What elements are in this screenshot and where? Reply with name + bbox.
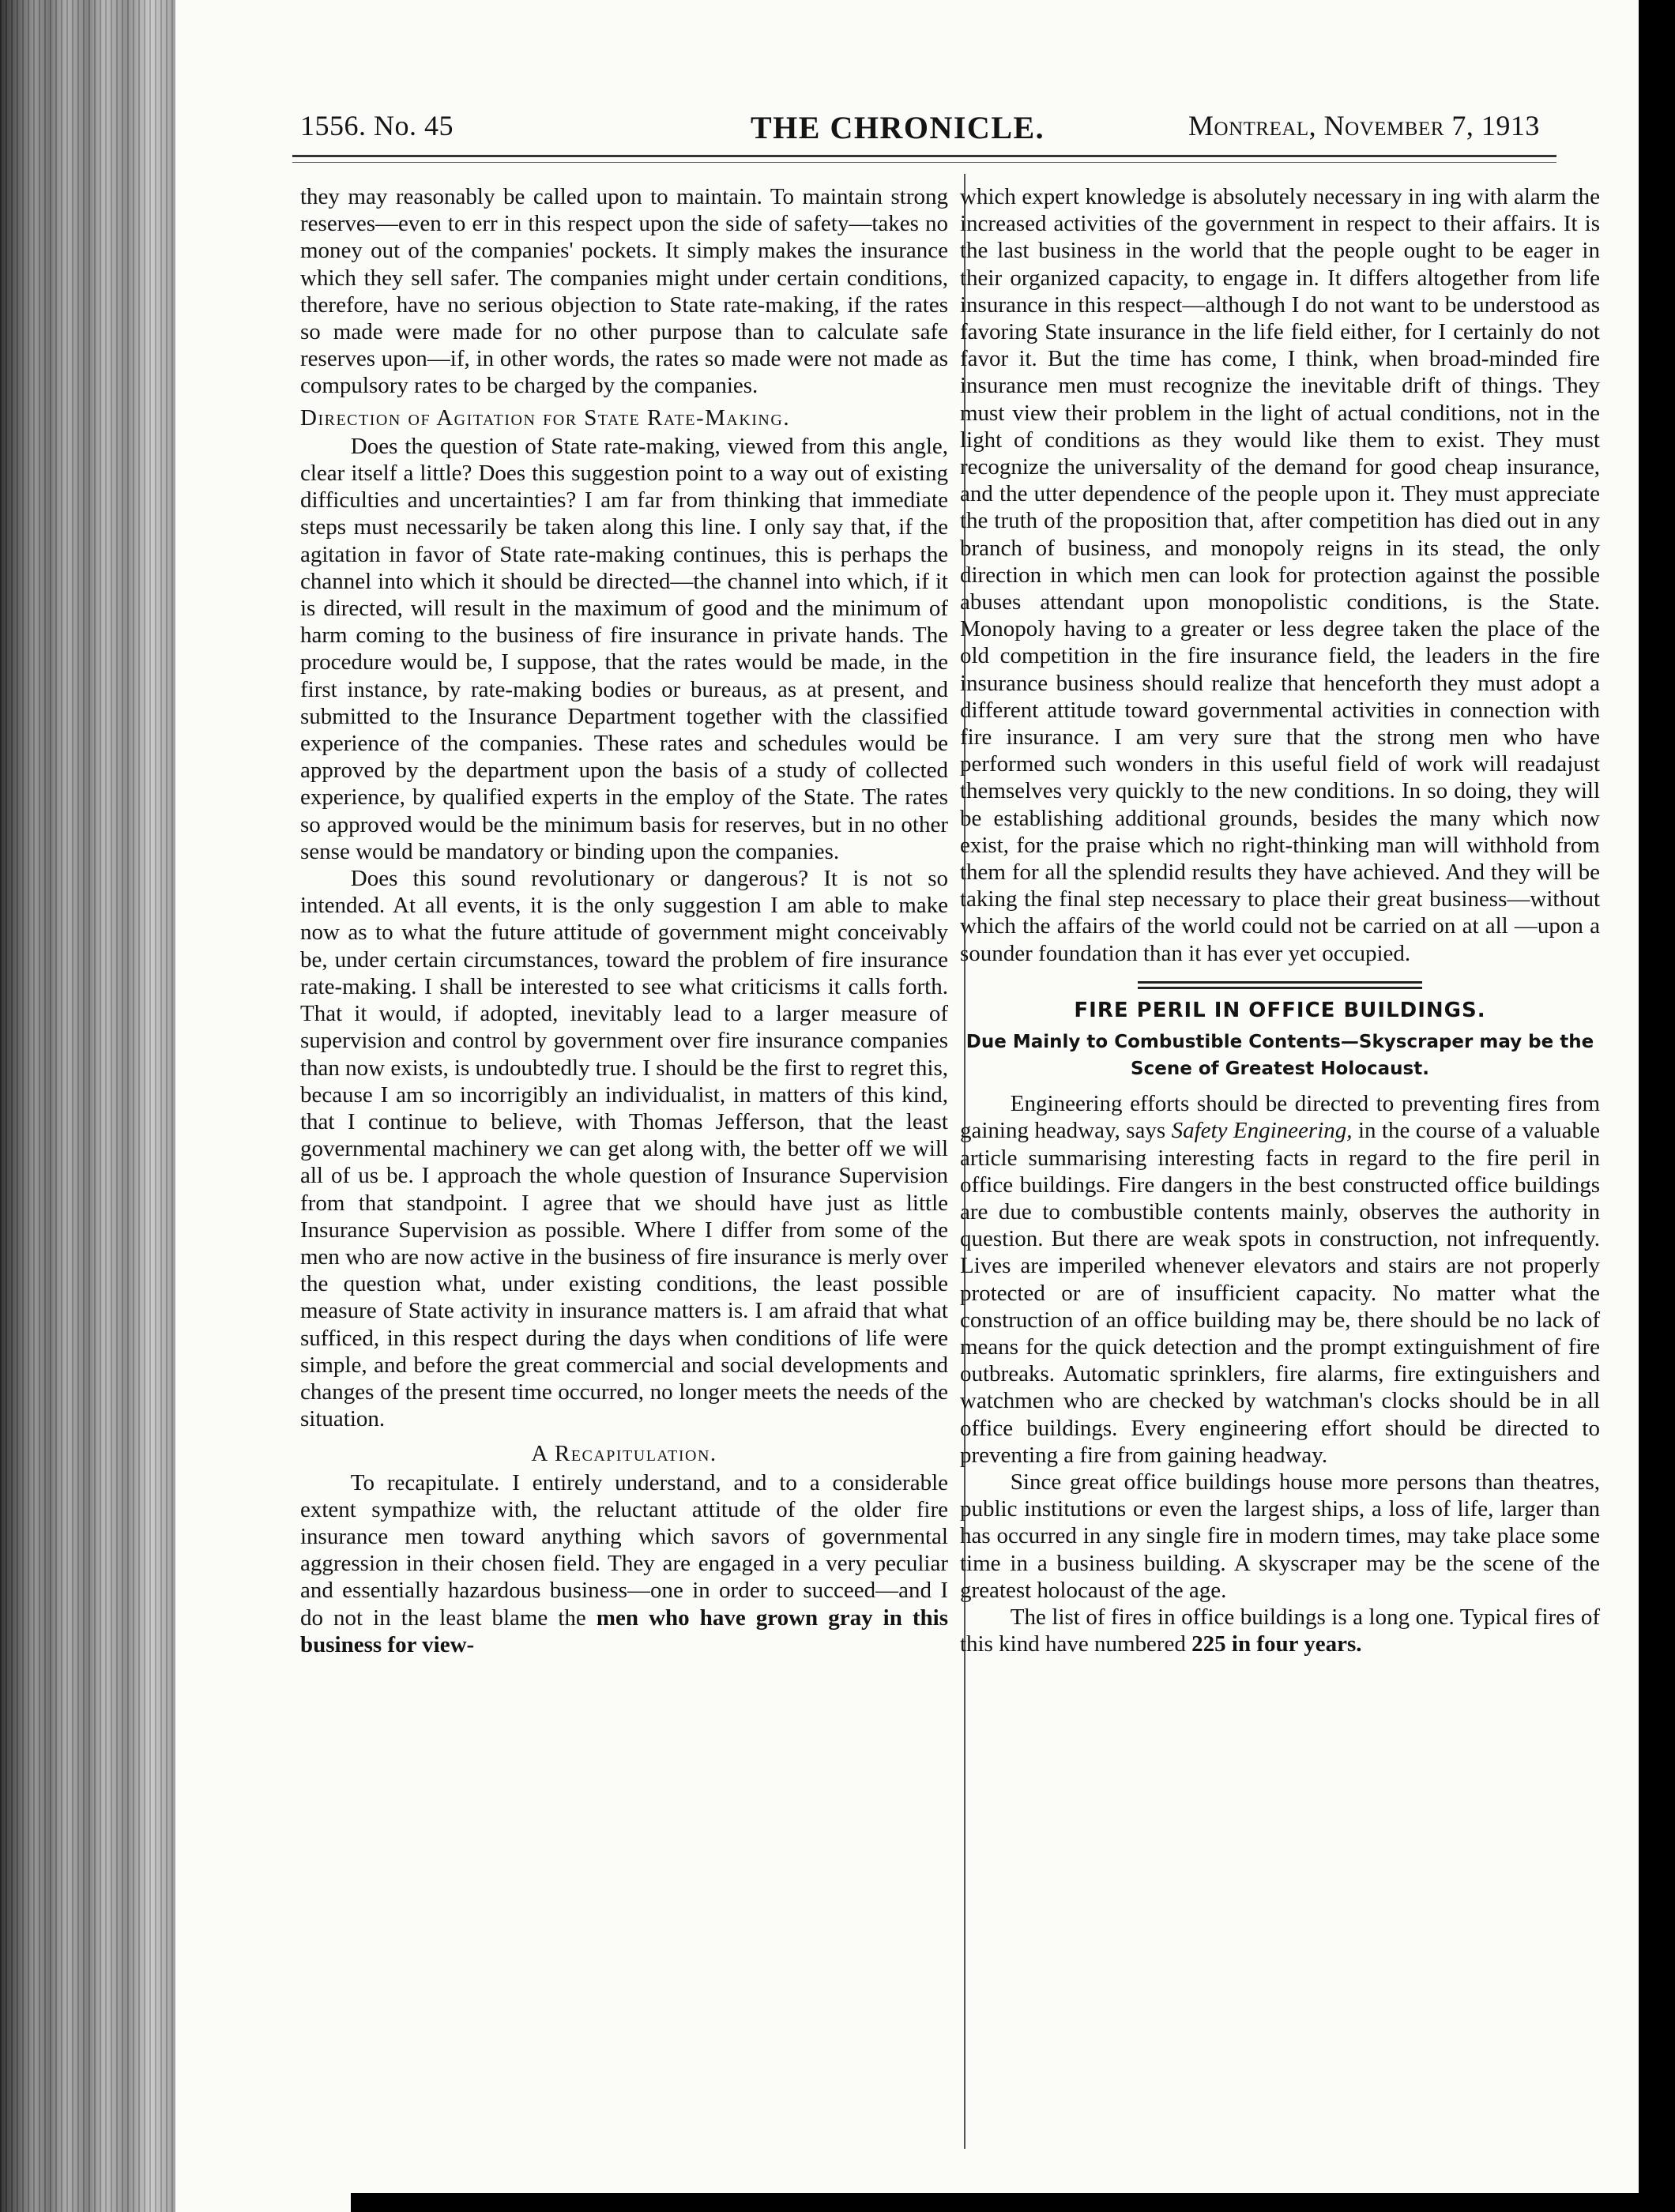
article-title: FIRE PERIL IN OFFICE BUILDINGS. xyxy=(1074,998,1486,1022)
article-paragraph-1 xyxy=(960,1090,1600,1469)
article-paragraph-3-end: 225 in four years. xyxy=(1191,1631,1362,1657)
left-column xyxy=(300,183,948,1658)
header-rule-thin xyxy=(292,162,1556,163)
section-heading-recapitulation: A Recapitulation. xyxy=(531,1441,717,1467)
publication-title: THE CHRONICLE. xyxy=(751,110,1045,145)
article-paragraph-1-rest: in the course of a valuable article summarising interesting facts in regard to the fire peril in office buildings. Fire dangers in the best constructed office buildings are due to combustible contents mainly, observes the authority in question. But there are weak spots in construction, not infrequently. Lives are imperiled whenever elevators and stairs are not properly protected or are of insufficient capacity. No matter what the construction of an office building may be, there should be no lack of means for the quick detection and the prompt extinguishment of fire outbreaks. Automatic sprinklers, fire alarms, fire extinguishers and watchmen who are checked by watchman's clocks should be in all office buildings. Every engineering effort should be directed to preventing a fire from gaining headway. xyxy=(960,1118,1600,1468)
header-rule-thick xyxy=(292,155,1556,157)
left-paragraph-1: they may reasonably be called upon to maintain. To maintain strong reserves—even to err in this respect upon the side of safety—takes no money out of the companies' pockets. It simply makes the insurance which they sell safer. The companies might under certain conditions, therefore, have no serious objection to State rate-making, if the rates so made were made for no other purpose than to calculate safe reserves upon—if, in other words, the rates so made were not made as compulsory rates to be charged by the companies. xyxy=(300,184,948,399)
source-publication-name: Safety Engineering, xyxy=(1171,1118,1353,1144)
article-subtitle: Due Mainly to Combustible Contents—Skyscraper may be the Scene of Greatest Holocaust. xyxy=(965,1032,1594,1080)
article-paragraph-1-start: Engineering efforts should be directed to preventing fires from gaining headway, says xyxy=(960,1091,1600,1144)
article-paragraph-3 xyxy=(960,1604,1600,1657)
left-paragraph-3: Does this sound revolutionary or dangerous? It is not so intended. At all events, it is the only suggestion I am able to make now as to what the future attitude of government might conceivably be, under certain circumstances, toward the problem of fire insurance rate-making. I shall be interested to see what criticisms it calls forth. That it would, if adopted, inevitably lead to a larger measure of supervision and control by government over fire insurance companies than now exists, is undoubtedly true. I should be the first to regret this, because I am so incorrigibly an individualist, in matters of this kind, that I continue to believe, with Thomas Jefferson, that the least governmental machinery we can get along with, the better off we will all of us be. I approach the whole question of Insurance Supervision from that standpoint. I agree that we should have just as little Insurance Supervision as possible. Where I differ from some of the men who are now active in the business of fire insurance is merly over the question what, under existing conditions, the least possible measure of State activity in insurance matters is. I am afraid that what sufficed, in this respect during the days when conditions of life were simple, and before the great commercial and social developments and changes of the present time occurred, no longer meets the needs of the situation. xyxy=(300,866,948,1432)
article-paragraph-2: Since great office buildings house more persons than theatres, public institutions or even the largest ships, a loss of life, larger than has occurred in any single fire in modern times, may take place some time in a business building. A skyscraper may be the scene of the greatest holocaust of the age. xyxy=(960,1469,1600,1603)
right-column xyxy=(960,183,1600,1657)
page-number-issue: 1556. No. 45 xyxy=(300,110,454,141)
scan-border-right xyxy=(1639,0,1675,2212)
left-paragraph-4-last-line: men who have grown gray in this business for view- xyxy=(300,1604,949,1657)
page-stack-lines xyxy=(0,0,175,2212)
article-paragraph-3-start: The list of fires in office buildings is a long one. Typical fires of this kind have numbered xyxy=(960,1604,1600,1657)
publication-date: Montreal, November 7, 1913 xyxy=(1188,110,1540,141)
left-paragraph-2: Does the question of State rate-making, viewed from this angle, clear itself a little? Does this suggestion point to a way out of existing difficulties and uncertainties? I am far from thinking that immediate steps must necessarily be taken along this line. I only say that, if the agitation in favor of State rate-making continues, this is perhaps the channel into which it should be directed—the channel into which, if it is directed, will result in the maximum of good and the minimum of harm coming to the business of fire insurance in private hands. The procedure would be, I suppose, that the rates would be made, in the first instance, by rate-making bodies or bureaus, as at present, and submitted to the Insurance Department together with the classified experience of the companies. These rates and schedules would be approved by the department upon the basis of a study of collected experience, by qualified experts in the employ of the State. The rates so approved would be the minimum basis for reserves, but in no other sense would be mandatory or binding upon the companies. xyxy=(300,433,948,864)
section-heading-direction: Direction of Agitation for State Rate-Making. xyxy=(300,404,791,431)
article-separator xyxy=(1138,981,1422,989)
right-paragraph-1: which expert knowledge is absolutely necessary in ing with alarm the increased activities of the government in respect to their affairs. It is the last business in the world that the people ought to be eager in their organized capacity, to engage in. It differs altogether from life insurance in this respect—although I do not want to be understood as favoring State insurance in the life field either, for I certainly do not favor it. But the time has come, I think, when broad-minded fire insurance men must recognize the inevitable drift of things. They must view their problem in the light of actual conditions, not in the light of conditions as they would like them to exist. They must recognize the universality of the demand for good cheap insurance, and the utter dependence of the people upon it. They must appreciate the truth of the proposition that, after competition has died out in any branch of business, and monopoly reigns in its stead, the only direction in which men can look for protection against the possible abuses attendant upon monopolistic conditions, is the State. Monopoly having to a greater or less degree taken the place of the old competition in the fire insurance field, the leaders in the fire insurance business should realize that henceforth they must adopt a different attitude toward governmental activities in connection with fire insurance. I am very sure that the strong men who have performed such wonders in this useful field of work will readajust themselves very quickly to the new conditions. In so doing, they will be establishing additional grounds, besides the many which now exist, for the praise which no right-thinking man will withhold from them for all the splendid results they have achieved. And they will be taking the final step necessary to place their great business—without which the affairs of the world could not be carried on at all —upon a sounder foundation than it has ever yet occupied. xyxy=(960,184,1600,966)
scan-border-bottom xyxy=(351,2193,1675,2212)
left-paragraph-4 xyxy=(300,1469,948,1658)
left-paragraph-4-text: To recapitulate. I entirely understand, and to a considerable extent sympathize with, the reluctant attitude of the older fire insurance men toward anything which savors of governmental aggression in their chosen field. They are engaged in a very peculiar and essentially hazardous business—one in order to succeed—and I do not in the least blame the xyxy=(300,1469,948,1631)
